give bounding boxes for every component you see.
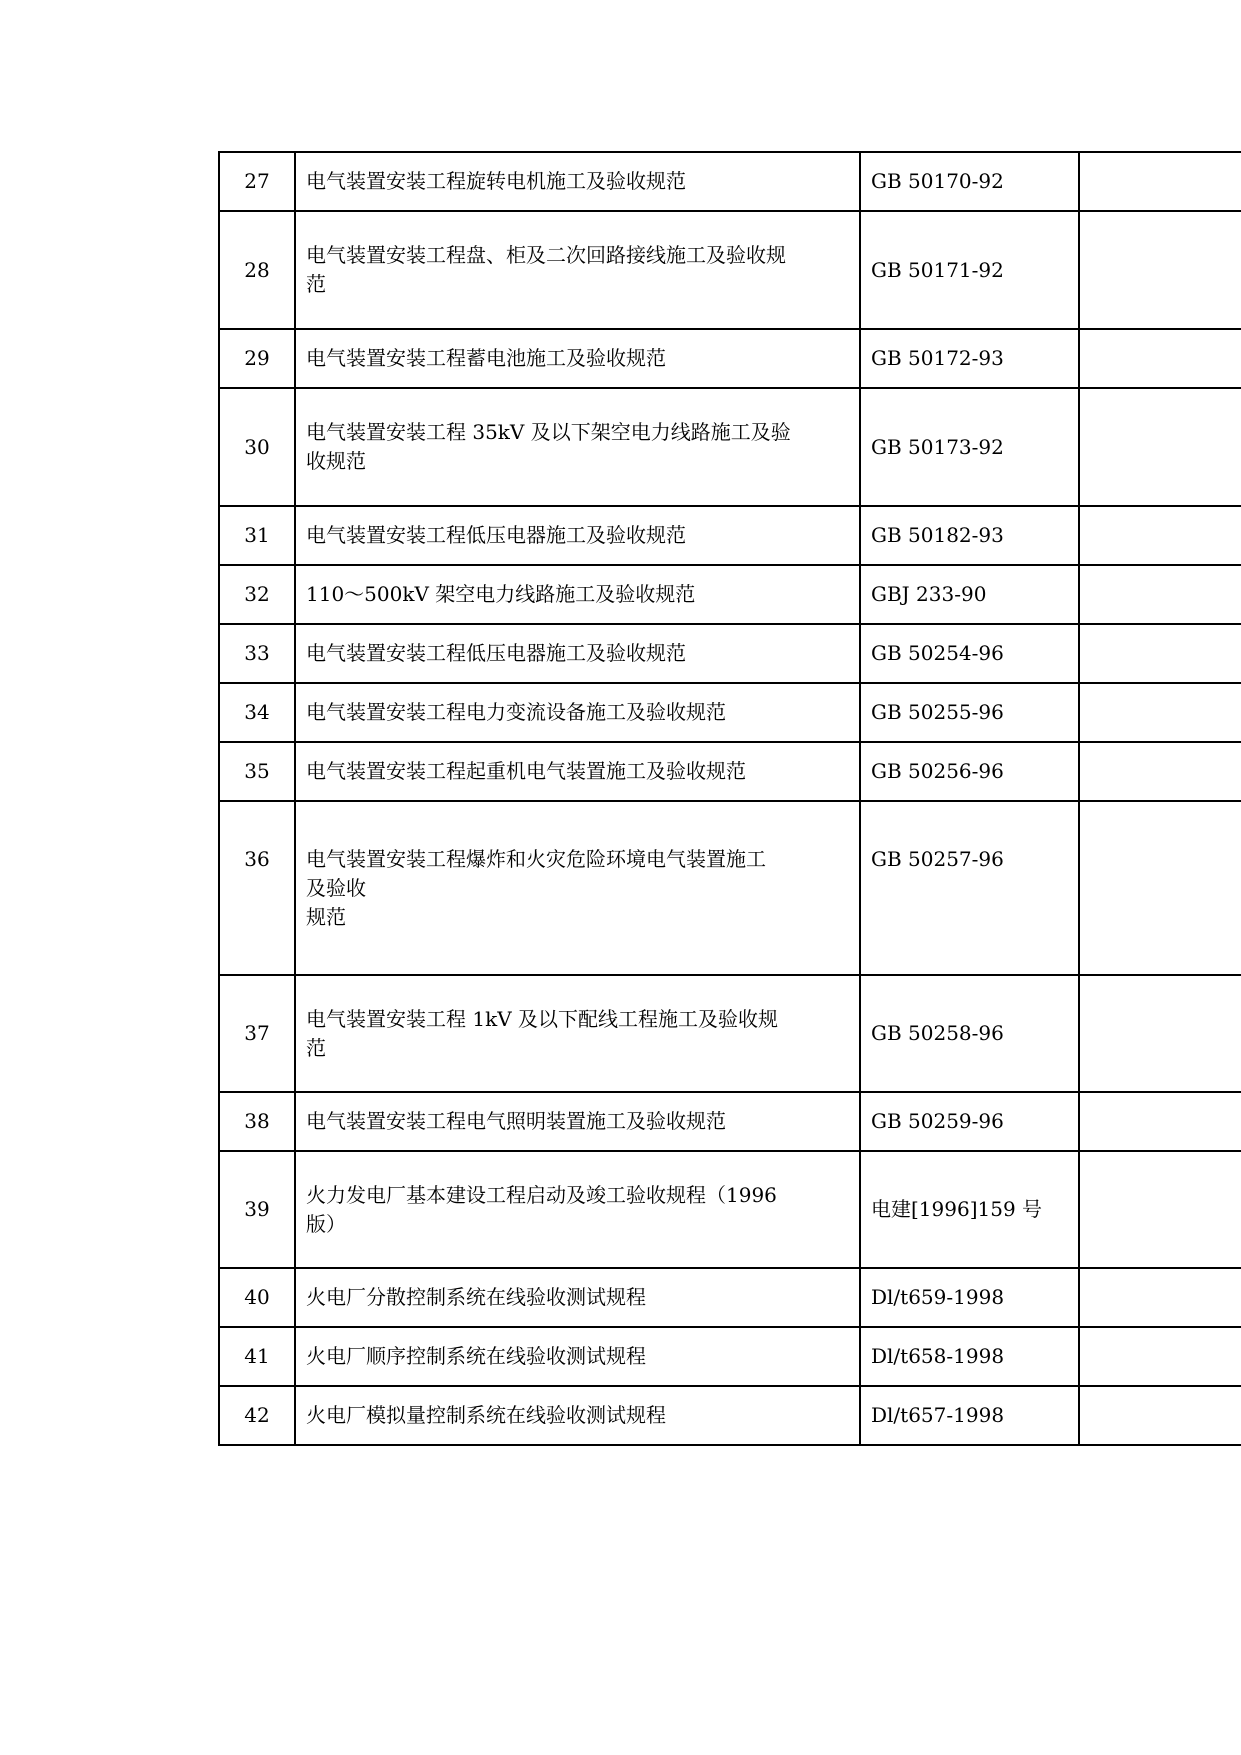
table-row (219, 1327, 1241, 1386)
standard-code: GB 50257-96 (860, 801, 1079, 975)
table-row (219, 624, 1241, 683)
remark-cell (1079, 742, 1241, 801)
standard-code: GBJ 233-90 (860, 565, 1079, 624)
row-number: 30 (219, 388, 295, 506)
standard-name: 火电厂分散控制系统在线验收测试规程 (295, 1268, 860, 1327)
standard-name: 电气装置安装工程起重机电气装置施工及验收规范 (295, 742, 860, 801)
remark-cell (1079, 624, 1241, 683)
table-row (219, 506, 1241, 565)
standard-name: 电气装置安装工程爆炸和火灾危险环境电气装置施工 及验收 规范 (295, 801, 860, 975)
row-number: 36 (219, 801, 295, 975)
remark-cell (1079, 683, 1241, 742)
table-row (219, 1151, 1241, 1268)
table-row (219, 329, 1241, 388)
standard-code: GB 50255-96 (860, 683, 1079, 742)
standard-name: 110～500kV 架空电力线路施工及验收规范 (295, 565, 860, 624)
row-number: 38 (219, 1092, 295, 1151)
table-row (219, 1386, 1241, 1445)
standard-name: 电气装置安装工程电力变流设备施工及验收规范 (295, 683, 860, 742)
standard-code: GB 50172-93 (860, 329, 1079, 388)
standard-code: GB 50171-92 (860, 211, 1079, 329)
remark-cell (1079, 975, 1241, 1092)
standard-code: Dl/t657-1998 (860, 1386, 1079, 1445)
standard-name: 火电厂顺序控制系统在线验收测试规程 (295, 1327, 860, 1386)
row-number: 27 (219, 152, 295, 211)
row-number: 32 (219, 565, 295, 624)
standard-code: GB 50173-92 (860, 388, 1079, 506)
table-row (219, 683, 1241, 742)
remark-cell (1079, 565, 1241, 624)
remark-cell (1079, 801, 1241, 975)
table-row (219, 211, 1241, 329)
standard-name: 电气装置安装工程低压电器施工及验收规范 (295, 506, 860, 565)
table-row (219, 388, 1241, 506)
standards-table (218, 151, 1241, 1446)
standard-name: 火电厂模拟量控制系统在线验收测试规程 (295, 1386, 860, 1445)
standard-code: GB 50254-96 (860, 624, 1079, 683)
table-row (219, 152, 1241, 211)
standard-name: 电气装置安装工程 35kV 及以下架空电力线路施工及验 收规范 (295, 388, 860, 506)
row-number: 28 (219, 211, 295, 329)
row-number: 40 (219, 1268, 295, 1327)
table-row (219, 801, 1241, 975)
row-number: 29 (219, 329, 295, 388)
table-row (219, 742, 1241, 801)
standard-name: 电气装置安装工程低压电器施工及验收规范 (295, 624, 860, 683)
standard-code: 电建[1996]159 号 (860, 1151, 1079, 1268)
remark-cell (1079, 1268, 1241, 1327)
remark-cell (1079, 1092, 1241, 1151)
row-number: 31 (219, 506, 295, 565)
table-row (219, 1268, 1241, 1327)
remark-cell (1079, 1327, 1241, 1386)
row-number: 33 (219, 624, 295, 683)
table-row (219, 565, 1241, 624)
standard-name: 电气装置安装工程盘、柜及二次回路接线施工及验收规 范 (295, 211, 860, 329)
table-row (219, 1092, 1241, 1151)
standard-name: 电气装置安装工程蓄电池施工及验收规范 (295, 329, 860, 388)
row-number: 39 (219, 1151, 295, 1268)
remark-cell (1079, 506, 1241, 565)
standard-name: 火力发电厂基本建设工程启动及竣工验收规程（1996 版） (295, 1151, 860, 1268)
row-number: 41 (219, 1327, 295, 1386)
row-number: 37 (219, 975, 295, 1092)
remark-cell (1079, 1386, 1241, 1445)
row-number: 34 (219, 683, 295, 742)
remark-cell (1079, 1151, 1241, 1268)
standard-code: GB 50256-96 (860, 742, 1079, 801)
table-row (219, 975, 1241, 1092)
remark-cell (1079, 329, 1241, 388)
remark-cell (1079, 388, 1241, 506)
standard-code: Dl/t659-1998 (860, 1268, 1079, 1327)
standard-code: GB 50258-96 (860, 975, 1079, 1092)
standard-name: 电气装置安装工程 1kV 及以下配线工程施工及验收规 范 (295, 975, 860, 1092)
row-number: 42 (219, 1386, 295, 1445)
standard-code: Dl/t658-1998 (860, 1327, 1079, 1386)
standard-code: GB 50182-93 (860, 506, 1079, 565)
row-number: 35 (219, 742, 295, 801)
remark-cell (1079, 211, 1241, 329)
standard-name: 电气装置安装工程电气照明装置施工及验收规范 (295, 1092, 860, 1151)
remark-cell (1079, 152, 1241, 211)
standard-code: GB 50170-92 (860, 152, 1079, 211)
standard-name: 电气装置安装工程旋转电机施工及验收规范 (295, 152, 860, 211)
standard-code: GB 50259-96 (860, 1092, 1079, 1151)
